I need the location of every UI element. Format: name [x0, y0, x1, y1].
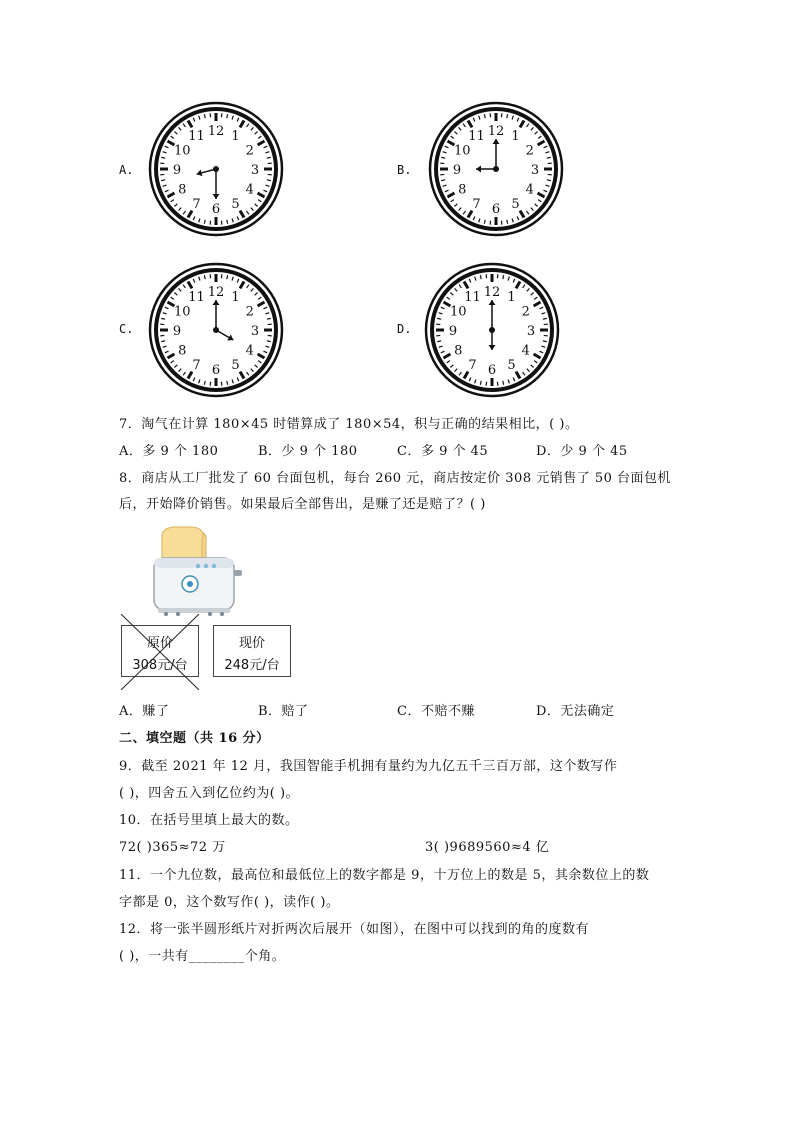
clock-number: 12: [487, 124, 505, 139]
minute-tick: [227, 220, 228, 224]
clock-number: 7: [468, 357, 477, 373]
minute-tick: [484, 114, 485, 118]
minute-tick: [161, 318, 165, 319]
clock-d: [424, 262, 560, 398]
clock-number: 11: [188, 129, 205, 145]
clock-number: 6: [487, 363, 497, 378]
minute-tick: [204, 275, 205, 279]
clock-number: 12: [483, 285, 501, 300]
clock-number: 12: [207, 285, 225, 300]
q12-line2: ( )，一共有________个角。: [119, 949, 286, 964]
minute-tick: [227, 381, 228, 385]
minute-tick: [547, 180, 551, 181]
minute-tick: [507, 114, 508, 118]
clock-number: 4: [245, 182, 254, 198]
toaster-image: [150, 524, 246, 620]
current-price-title: 现价: [238, 636, 265, 651]
original-price-title: 原价: [146, 636, 173, 651]
q9-line2: ( )，四舍五入到亿位约为( )。: [119, 786, 300, 801]
clock-center: [493, 166, 499, 172]
clock-number: 5: [231, 357, 240, 373]
minute-tick: [480, 275, 481, 279]
clock-number: 6: [491, 202, 501, 217]
minute-tick: [161, 341, 165, 342]
minute-tick: [267, 180, 271, 181]
clock-center: [213, 166, 219, 172]
minute-tick: [437, 341, 441, 342]
clock-number: 1: [507, 290, 516, 306]
q8-option-d[interactable]: D．无法确定: [536, 704, 615, 719]
cross-out-mark: [121, 614, 199, 690]
minute-tick: [441, 180, 445, 181]
clock-number: 4: [245, 343, 254, 359]
option-d-label: D.: [397, 322, 412, 336]
q8-line1: 8．商店从工厂批发了 60 台面包机，每台 260 元，商店按定价 308 元销售了 50 台面包机: [119, 471, 672, 486]
minute-tick: [204, 220, 205, 224]
clock-number: 10: [173, 143, 191, 159]
q8-option-b[interactable]: B．赔了: [258, 704, 309, 719]
minute-tick: [441, 157, 445, 158]
clock-number: 2: [525, 143, 534, 159]
minute-tick: [543, 341, 547, 342]
minute-tick: [507, 220, 508, 224]
section-title: 二、填空题（共 16 分）: [119, 731, 270, 746]
clock-number: 1: [511, 129, 520, 145]
minute-tick: [267, 157, 271, 158]
clock-number: 11: [188, 290, 205, 306]
original-price-value: 308元/台: [132, 658, 188, 673]
q7-option-a[interactable]: A．多 9 个 180: [119, 444, 219, 459]
q10-right: 3( )9689560≈4 亿: [425, 840, 550, 855]
clock-number: 9: [452, 163, 462, 178]
q7-option-d[interactable]: D．少 9 个 45: [536, 444, 628, 459]
clock-number: 3: [250, 163, 260, 178]
q11-line1: 11．一个九位数，最高位和最低位上的数字都是 9，十万位上的数是 5，其余数位上的数: [119, 868, 650, 883]
q7-option-b[interactable]: B．少 9 个 180: [258, 444, 358, 459]
clock-number: 7: [472, 196, 481, 212]
clock-number: 9: [172, 163, 182, 178]
minute-tick: [480, 381, 481, 385]
clock-number: 2: [521, 304, 530, 320]
q8-option-a[interactable]: A．赚了: [119, 704, 170, 719]
q12-line1: 12．将一张半圆形纸片对折两次后展开（如图），在图中可以找到的角的度数有: [119, 922, 590, 937]
q10-line1: 10．在括号里填上最大的数。: [119, 813, 299, 828]
clock-number: 4: [521, 343, 530, 359]
clock-number: 3: [250, 324, 260, 339]
clock-number: 4: [525, 182, 534, 198]
option-c-label: C.: [119, 322, 134, 336]
clock-number: 1: [231, 290, 240, 306]
clock-number: 10: [453, 143, 471, 159]
clock-number: 10: [173, 304, 191, 320]
minute-tick: [484, 220, 485, 224]
minute-tick: [547, 157, 551, 158]
clock-number: 2: [245, 304, 254, 320]
clock-number: 8: [178, 343, 187, 359]
minute-tick: [503, 381, 504, 385]
clock-number: 3: [526, 324, 536, 339]
q9-line1: 9．截至 2021 年 12 月，我国智能手机拥有量约为九亿五千三百万部，这个数写作: [119, 759, 618, 774]
clock-number: 9: [448, 324, 458, 339]
clock-number: 11: [464, 290, 481, 306]
q7-option-c[interactable]: C．多 9 个 45: [397, 444, 489, 459]
clock-number: 6: [211, 202, 221, 217]
option-b-label: B.: [397, 163, 412, 177]
minute-tick: [161, 180, 165, 181]
clock-number: 2: [245, 143, 254, 159]
clock-center: [489, 327, 495, 333]
clock-number: 12: [207, 124, 225, 139]
clock-number: 9: [172, 324, 182, 339]
clock-center: [213, 327, 219, 333]
current-price-value: 248元/台: [224, 658, 280, 673]
clock-number: 6: [211, 363, 221, 378]
minute-tick: [267, 318, 271, 319]
clock-number: 8: [178, 182, 187, 198]
clock-number: 7: [192, 357, 201, 373]
clock-a: [148, 101, 284, 237]
q10-left: 72( )365≈72 万: [119, 840, 226, 855]
clock-number: 1: [231, 129, 240, 145]
minute-tick: [204, 381, 205, 385]
clock-number: 3: [530, 163, 540, 178]
clock-number: 7: [192, 196, 201, 212]
q7-text: 7．淘气在计算 180×45 时错算成了 180×54，积与正确的结果相比，( )。: [119, 417, 579, 432]
minute-tick: [543, 318, 547, 319]
minute-tick: [227, 275, 228, 279]
minute-tick: [503, 275, 504, 279]
clock-number: 10: [449, 304, 467, 320]
option-a-label: A.: [119, 163, 134, 177]
clock-number: 5: [511, 196, 520, 212]
minute-tick: [437, 318, 441, 319]
clock-c: [148, 262, 284, 398]
minute-tick: [161, 157, 165, 158]
q11-line2: 字都是 0，这个数写作( )，读作( )。: [119, 895, 340, 910]
minute-tick: [204, 114, 205, 118]
q8-line2: 后，开始降价销售。如果最后全部售出，是赚了还是赔了？( ): [119, 497, 486, 512]
minute-tick: [227, 114, 228, 118]
clock-number: 8: [454, 343, 463, 359]
clock-b: [428, 101, 564, 237]
clock-number: 5: [231, 196, 240, 212]
current-price-box: [213, 625, 291, 677]
q8-option-c[interactable]: C．不赔不赚: [397, 704, 475, 719]
clock-number: 11: [468, 129, 485, 145]
clock-number: 5: [507, 357, 516, 373]
original-price-box: [121, 625, 199, 677]
clock-number: 8: [458, 182, 467, 198]
minute-tick: [267, 341, 271, 342]
